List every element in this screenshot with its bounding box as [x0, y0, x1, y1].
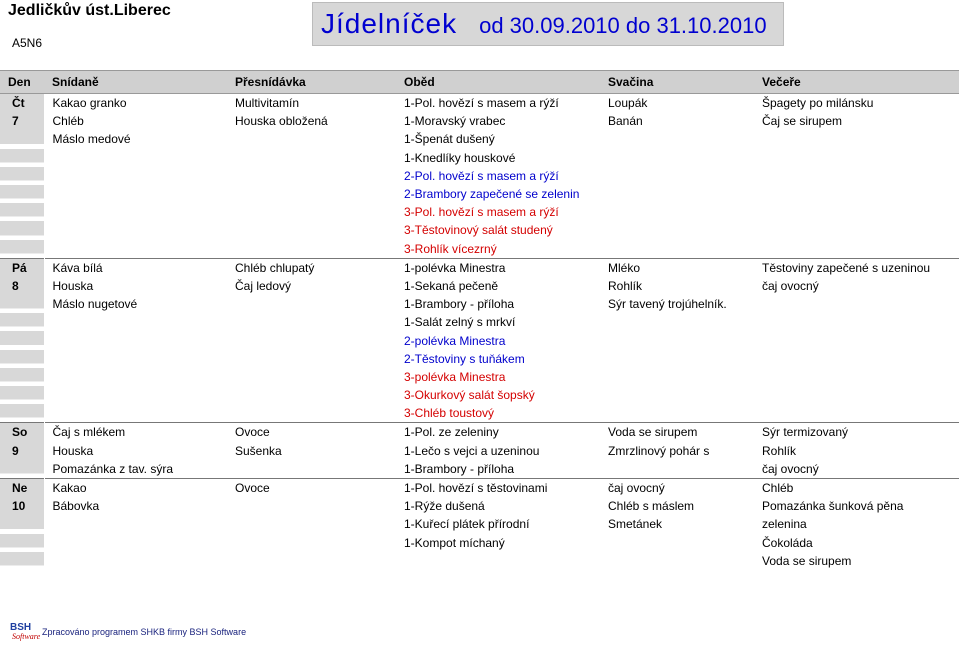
lunch-cell: 3-Okurkový salát šopský	[404, 388, 535, 403]
dinner-cell: Pomazánka šunková pěna	[762, 499, 904, 514]
breakfast-cell	[44, 240, 227, 259]
afternoon-snack-cell: Smetánek	[608, 517, 663, 532]
breakfast-cell: Houska	[52, 278, 94, 293]
lunch-cell: 3-Chléb toustový	[404, 406, 495, 421]
breakfast-cell: Chléb	[52, 114, 84, 129]
breakfast-cell: Kakao granko	[52, 96, 127, 111]
afternoon-snack-cell: Chléb s máslem	[608, 499, 695, 514]
organization-name: Jedličkův úst.Liberec	[8, 2, 171, 19]
afternoon-snack-cell	[600, 313, 754, 331]
afternoon-snack-cell: Loupák	[608, 96, 648, 111]
lunch-cell: 1-Knedlíky houskové	[404, 150, 516, 165]
afternoon-snack-cell	[600, 185, 754, 203]
table-row	[0, 94, 959, 113]
snack-cell	[227, 149, 396, 167]
bsh-logo-text: BSH	[10, 622, 32, 633]
day-name: So	[0, 423, 44, 442]
breakfast-cell	[44, 221, 227, 239]
day-number: 7	[0, 112, 44, 130]
day-cell	[0, 386, 44, 404]
table-row	[0, 386, 959, 404]
afternoon-snack-cell	[600, 240, 754, 259]
breakfast-cell: Pomazánka z tav. sýra	[52, 461, 173, 476]
breakfast-cell	[44, 350, 227, 368]
lunch-cell: 2-polévka Minestra	[404, 333, 506, 348]
day-cell	[0, 130, 44, 148]
table-row	[0, 442, 959, 460]
dinner-cell	[754, 221, 959, 239]
snack-cell	[227, 497, 396, 515]
day-name: Čt	[0, 94, 44, 113]
dinner-cell	[754, 404, 959, 423]
dinner-cell: Sýr termizovaný	[754, 423, 959, 442]
dinner-cell: Čokoláda	[762, 535, 813, 550]
table-row	[0, 295, 959, 313]
day-cell	[0, 350, 44, 368]
dinner-cell	[754, 167, 959, 185]
day-cell	[0, 552, 44, 570]
title-box	[312, 2, 784, 46]
day-cell	[0, 167, 44, 185]
table-row	[0, 478, 959, 497]
lunch-cell: 1-Kuřecí plátek přírodní	[404, 517, 530, 532]
day-cell	[0, 149, 44, 167]
afternoon-snack-cell	[600, 404, 754, 423]
afternoon-snack-cell: Voda se sirupem	[600, 423, 754, 442]
afternoon-snack-cell	[600, 534, 754, 552]
afternoon-snack-cell	[600, 552, 754, 570]
lunch-cell: 1-Kompot míchaný	[404, 535, 505, 550]
afternoon-snack-cell: Zmrzlinový pohár s	[608, 443, 710, 458]
table-row	[0, 497, 959, 515]
dinner-cell: Voda se sirupem	[762, 553, 852, 568]
snack-cell	[227, 552, 396, 570]
afternoon-snack-cell	[600, 149, 754, 167]
table-row	[0, 331, 959, 349]
dinner-cell	[754, 240, 959, 259]
breakfast-cell: Kakao	[44, 478, 227, 497]
afternoon-snack-cell	[600, 203, 754, 221]
col-lunch: Oběd	[396, 71, 600, 94]
col-snack: Přesnídávka	[227, 71, 396, 94]
afternoon-snack-cell: Banán	[608, 114, 643, 129]
day-cell	[0, 368, 44, 386]
breakfast-cell: Káva bílá	[44, 258, 227, 277]
dinner-cell: Rohlík	[762, 443, 797, 458]
snack-cell	[227, 460, 396, 479]
lunch-cell: 1-Brambory - příloha	[404, 297, 515, 312]
dinner-cell: Chléb	[754, 478, 959, 497]
afternoon-snack-cell: Sýr tavený trojúhelník.	[608, 297, 727, 312]
lunch-cell: 1-Pol. hovězí s těstovinami	[396, 478, 600, 497]
snack-cell: Čaj ledový	[235, 278, 292, 293]
lunch-cell: 2-Brambory zapečené se zelenin	[404, 187, 580, 202]
snack-cell	[227, 203, 396, 221]
lunch-cell: 2-Těstoviny s tuňákem	[404, 351, 525, 366]
breakfast-cell: Bábovka	[52, 499, 100, 514]
snack-cell: Chléb chlupatý	[227, 258, 396, 277]
dinner-cell: Těstoviny zapečené s uzeninou	[754, 258, 959, 277]
breakfast-cell: Čaj s mlékem	[44, 423, 227, 442]
afternoon-snack-cell: Mléko	[600, 258, 754, 277]
dinner-cell	[754, 295, 959, 313]
table-row	[0, 240, 959, 259]
snack-cell	[227, 130, 396, 148]
snack-cell	[227, 386, 396, 404]
dinner-cell	[754, 130, 959, 148]
breakfast-cell	[44, 404, 227, 423]
snack-cell	[227, 350, 396, 368]
dinner-cell	[754, 331, 959, 349]
col-afternoon-snack: Svačina	[600, 71, 754, 94]
breakfast-cell: Máslo medové	[52, 132, 131, 147]
afternoon-snack-cell	[600, 350, 754, 368]
day-cell	[0, 534, 44, 552]
day-cell	[0, 331, 44, 349]
dinner-cell	[754, 386, 959, 404]
day-name: Ne	[0, 478, 44, 497]
afternoon-snack-cell	[600, 460, 754, 479]
table-row	[0, 515, 959, 533]
table-row	[0, 460, 959, 479]
day-cell	[0, 460, 44, 479]
table-row	[0, 130, 959, 148]
breakfast-cell: Houska	[52, 443, 94, 458]
day-cell	[0, 240, 44, 259]
table-row	[0, 313, 959, 331]
day-number: 10	[0, 497, 44, 515]
afternoon-snack-cell	[600, 167, 754, 185]
breakfast-cell	[44, 185, 227, 203]
table-row	[0, 404, 959, 423]
lunch-cell: 1-Moravský vrabec	[404, 114, 506, 129]
page-title: Jídelníček	[321, 8, 458, 39]
afternoon-snack-cell	[600, 221, 754, 239]
col-dinner: Večeře	[754, 71, 959, 94]
day-cell	[0, 515, 44, 533]
breakfast-cell: Máslo nugetové	[52, 297, 138, 312]
breakfast-cell	[44, 552, 227, 570]
breakfast-cell	[44, 313, 227, 331]
lunch-cell: 3-Rohlík vícezrný	[404, 241, 497, 256]
header-row	[0, 71, 959, 94]
snack-cell: Houska obložená	[235, 114, 328, 129]
dinner-cell: čaj ovocný	[762, 278, 819, 293]
bsh-logo-sub: Software	[12, 632, 41, 641]
day-cell	[0, 313, 44, 331]
footer-text: Zpracováno programem SHKB firmy BSH Software	[42, 627, 247, 637]
dinner-cell	[754, 313, 959, 331]
dinner-cell: čaj ovocný	[762, 461, 819, 476]
snack-cell: Multivitamín	[235, 96, 300, 111]
day-cell	[0, 185, 44, 203]
table-row	[0, 277, 959, 295]
afternoon-snack-cell	[600, 130, 754, 148]
menu-table	[0, 70, 959, 570]
table-row	[0, 203, 959, 221]
lunch-cell: 1-Pol. ze zeleniny	[396, 423, 600, 442]
lunch-cell: 1-Rýže dušená	[404, 499, 485, 514]
breakfast-cell	[44, 149, 227, 167]
dinner-cell	[754, 149, 959, 167]
snack-cell: Sušenka	[235, 443, 282, 458]
table-row	[0, 350, 959, 368]
col-day: Den	[0, 71, 44, 94]
col-breakfast: Snídaně	[44, 71, 227, 94]
breakfast-cell	[44, 203, 227, 221]
afternoon-snack-cell	[600, 368, 754, 386]
table-row	[0, 552, 959, 570]
snack-cell	[227, 331, 396, 349]
date-range: od 30.09.2010 do 31.10.2010	[479, 13, 767, 38]
lunch-cell: 1-Sekaná pečeně	[404, 278, 499, 293]
table-row	[0, 112, 959, 130]
snack-cell	[227, 240, 396, 259]
menu-code: A5N6	[12, 36, 43, 50]
dinner-cell	[754, 185, 959, 203]
table-row	[0, 149, 959, 167]
breakfast-cell	[44, 386, 227, 404]
table-row	[0, 185, 959, 203]
dinner-cell: Špagety po milánsku	[762, 96, 874, 111]
snack-cell	[227, 368, 396, 386]
table-row	[0, 258, 959, 277]
snack-cell	[227, 295, 396, 313]
day-name: Pá	[0, 258, 44, 277]
breakfast-cell	[44, 331, 227, 349]
afternoon-snack-cell	[600, 386, 754, 404]
afternoon-snack-cell: Rohlík	[608, 278, 643, 293]
snack-cell	[227, 221, 396, 239]
dinner-cell: zelenina	[762, 517, 807, 532]
dinner-cell: Čaj se sirupem	[762, 114, 843, 129]
snack-cell: Ovoce	[227, 423, 396, 442]
lunch-cell: 1-Salát zelný s mrkví	[404, 315, 516, 330]
snack-cell	[227, 404, 396, 423]
day-cell	[0, 295, 44, 313]
lunch-cell: 1-Špenát dušený	[404, 132, 495, 147]
snack-cell: Ovoce	[227, 478, 396, 497]
dinner-cell	[754, 350, 959, 368]
footer	[10, 622, 246, 642]
table-row	[0, 423, 959, 442]
table-row	[0, 534, 959, 552]
table-row	[0, 368, 959, 386]
lunch-cell: 1-Brambory - příloha	[404, 461, 515, 476]
day-cell	[0, 203, 44, 221]
lunch-cell: 1-Lečo s vejci a uzeninou	[404, 443, 540, 458]
lunch-cell: 1-Pol. hovězí s masem a rýží	[404, 96, 559, 111]
breakfast-cell	[44, 167, 227, 185]
lunch-cell: 2-Pol. hovězí s masem a rýží	[404, 168, 559, 183]
breakfast-cell	[44, 534, 227, 552]
snack-cell	[227, 515, 396, 533]
lunch-cell: 1-polévka Minestra	[396, 258, 600, 277]
afternoon-snack-cell: čaj ovocný	[600, 478, 754, 497]
snack-cell	[227, 534, 396, 552]
day-number: 9	[0, 442, 44, 460]
lunch-cell: 3-Těstovinový salát studený	[404, 223, 553, 238]
afternoon-snack-cell	[600, 331, 754, 349]
snack-cell	[227, 167, 396, 185]
day-number: 8	[0, 277, 44, 295]
table-row	[0, 221, 959, 239]
breakfast-cell	[44, 515, 227, 533]
day-cell	[0, 221, 44, 239]
dinner-cell	[754, 203, 959, 221]
table-row	[0, 167, 959, 185]
lunch-cell: 3-polévka Minestra	[404, 369, 506, 384]
day-cell	[0, 404, 44, 423]
lunch-cell: 3-Pol. hovězí s masem a rýží	[404, 205, 559, 220]
lunch-cell	[396, 552, 600, 570]
bsh-logo	[10, 622, 41, 642]
snack-cell	[227, 185, 396, 203]
breakfast-cell	[44, 368, 227, 386]
snack-cell	[227, 313, 396, 331]
dinner-cell	[754, 368, 959, 386]
